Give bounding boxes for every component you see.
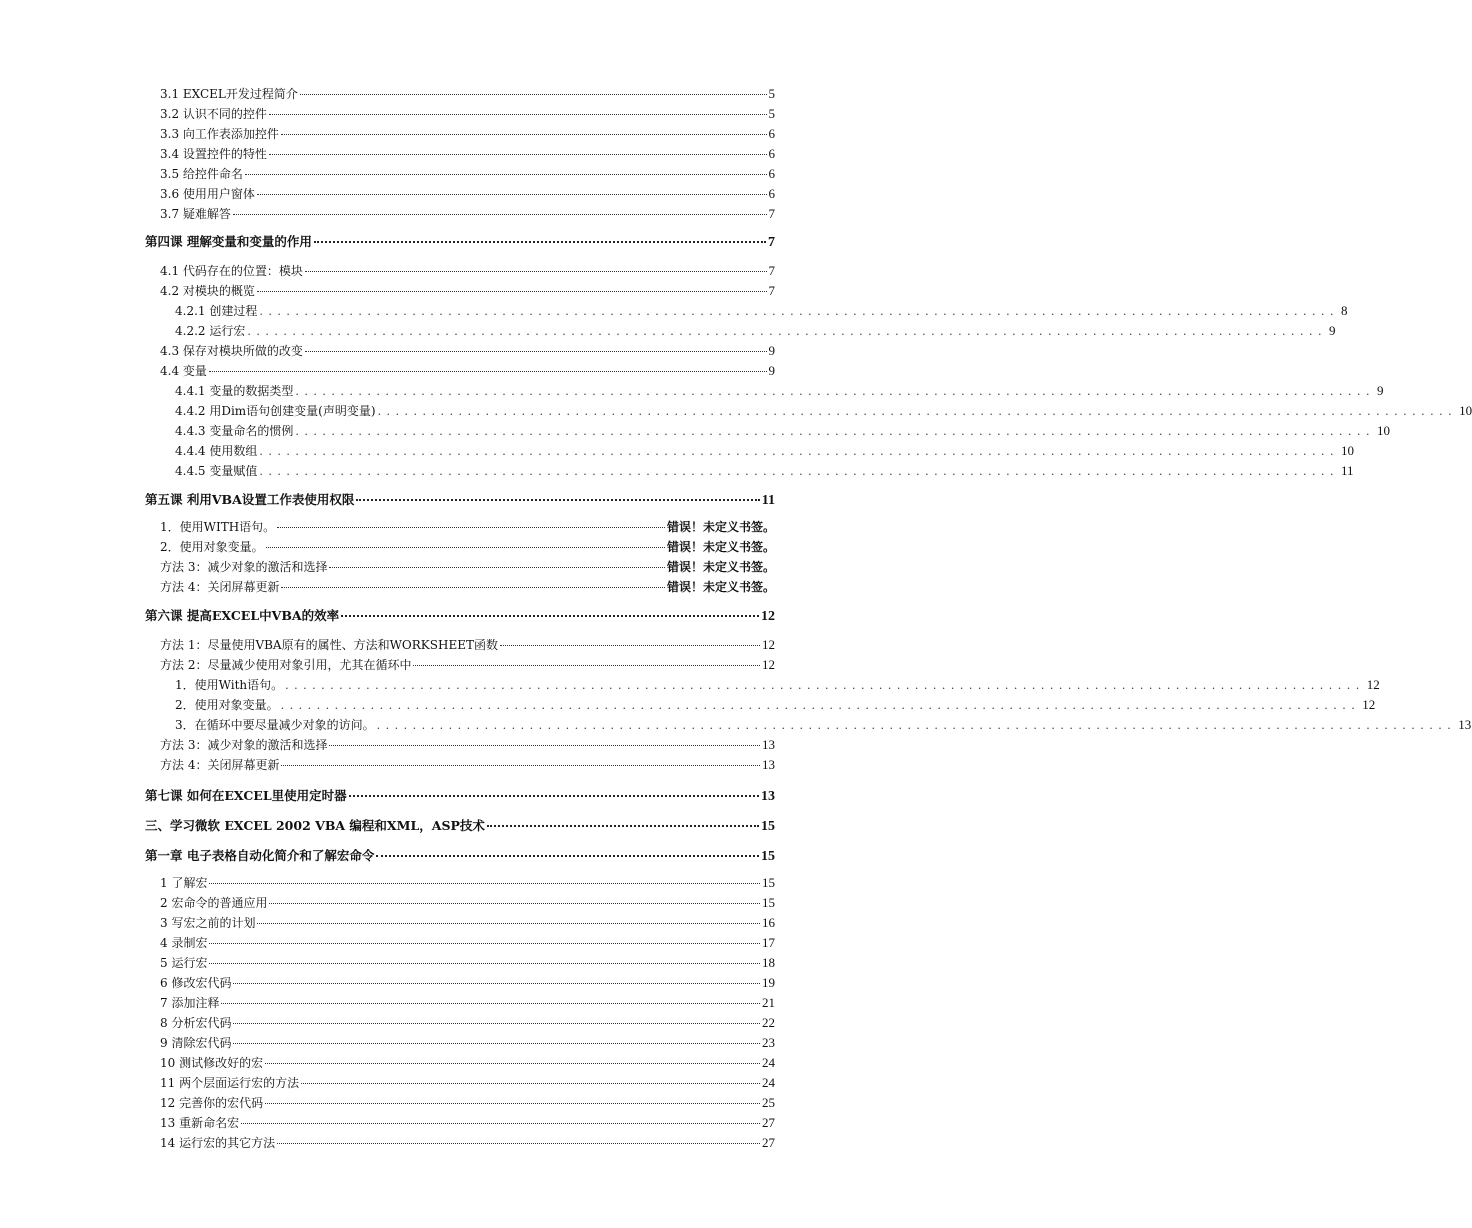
toc-page-number: 9 [1328,323,1336,338]
toc-leader-dots [305,351,767,352]
toc-page-number: 7 [768,283,775,298]
toc-entry[interactable] [175,462,1354,479]
toc-page-number: 22 [762,1015,775,1030]
toc-leader-dots [209,963,760,964]
toc-entry-label: 3 写宏之前的计划 [160,916,256,930]
toc-entry-label: 14 运行宏的其它方法 [160,1136,276,1150]
toc-leader-dots [266,547,665,548]
toc-page-number: 5 [768,86,775,101]
toc-entry-label: 4.1 代码存在的位置：模块 [160,264,303,278]
toc-leader-dots: ........................................................................................................................ [259,465,1339,478]
toc-entry[interactable] [160,125,775,142]
toc-entry[interactable] [160,165,775,182]
toc-entry[interactable] [175,322,1336,339]
toc-page-number: 12 [762,657,775,672]
toc-page-number: 9 [768,343,775,358]
toc-leader-dots [245,174,767,175]
toc-leader-dots [209,943,760,944]
toc-entry[interactable] [160,282,775,299]
toc-entry-label: 13 重新命名宏 [160,1116,240,1130]
toc-entry-label: 方法 3：减少对象的激活和选择 [160,738,328,752]
toc-entry[interactable] [160,874,775,891]
toc-leader-dots [487,825,759,827]
toc-entry-label: 2 宏命令的普通应用 [160,896,268,910]
toc-leader-dots [233,983,760,984]
toc-page-number: 11 [1340,463,1354,478]
toc-entry[interactable] [160,538,775,555]
toc-chapter-entry[interactable] [145,786,775,805]
toc-entry-label: 1 了解宏 [160,876,208,890]
toc-entry[interactable] [160,1114,775,1131]
toc-page-number: 13 [762,737,775,752]
toc-entry[interactable] [160,994,775,1011]
toc-entry[interactable] [175,302,1348,319]
toc-entry-label: 方法 4：关闭屏幕更新 [160,580,280,594]
toc-leader-dots: ........................................................................................................................ [285,679,1365,692]
toc-leader-dots [241,1123,760,1124]
toc-entry[interactable] [160,636,775,653]
toc-page-number: 24 [762,1055,775,1070]
toc-page-number: 10 [1376,423,1390,438]
toc-entry-label: 4.4.2 用Dim语句创建变量(声明变量) [175,404,376,418]
toc-entry[interactable] [175,422,1390,439]
toc-leader-dots [277,1143,760,1144]
toc-leader-dots [329,567,665,568]
toc-leader-dots: ........................................................................................................................ [295,385,1375,398]
toc-entry[interactable] [160,85,775,102]
toc-chapter-entry[interactable] [145,846,775,865]
toc-page-number: 12 [762,637,775,652]
toc-entry-label: 4.3 保存对模块所做的改变 [160,344,303,358]
toc-page-number: 25 [762,1095,775,1110]
toc-leader-dots: ........................................................................................................................ [295,425,1375,438]
toc-entry-label: 8 分析宏代码 [160,1016,232,1030]
toc-entry-label: 方法 1：尽量使用VBA原有的属性、方法和WORKSHEET函数 [160,638,498,652]
toc-page-number: 13 [1458,717,1472,732]
toc-leader-dots: ........................................................................................................................ [376,719,1457,732]
toc-entry-label: 4.4.4 使用数组 [175,444,258,458]
toc-page-number: 5 [768,106,775,121]
toc-leader-dots [269,154,767,155]
toc-leader-dots [257,194,767,195]
toc-entry-label: 3.3 向工作表添加控件 [160,127,279,141]
toc-entry-label: 4.2 对模块的概览 [160,284,255,298]
toc-entry-label: 12 完善你的宏代码 [160,1096,264,1110]
toc-entry-label: 4.4.3 变量命名的惯例 [175,424,294,438]
toc-page-number: 12 [1362,697,1376,712]
toc-entry[interactable] [160,185,775,202]
toc-entry[interactable] [175,696,1376,713]
toc-page-number: 7 [768,235,775,250]
toc-chapter-entry[interactable] [145,816,775,835]
toc-leader-dots [500,645,760,646]
toc-leader-dots [265,1103,760,1104]
toc-page-number: 6 [768,186,775,201]
toc-leader-dots [233,214,767,215]
toc-entry-label: 7 添加注释 [160,996,220,1010]
toc-page-number: 6 [768,146,775,161]
toc-leader-dots: ........................................................................................................................ [259,445,1339,458]
toc-entry[interactable] [160,518,775,535]
toc-leader-dots [209,371,767,372]
toc-page-number: 15 [761,849,775,864]
toc-leader-dots [341,615,759,617]
toc-entry-label: 第四课 理解变量和变量的作用 [145,234,312,249]
toc-entry-label: 3．在循环中要尽量减少对象的访问。 [175,718,375,732]
toc-entry[interactable] [160,1134,775,1151]
toc-entry-label: 11 两个层面运行宏的方法 [160,1076,300,1090]
toc-entry[interactable] [160,954,775,971]
toc-leader-dots [257,291,767,292]
toc-leader-dots [233,1023,760,1024]
toc-page-number: 24 [762,1075,775,1090]
toc-entry-label: 方法 2：尽量减少使用对象引用，尤其在循环中 [160,658,412,672]
toc-entry[interactable] [160,578,775,595]
toc-entry-label: 6 修改宏代码 [160,976,232,990]
toc-leader-dots [413,665,760,666]
toc-entry-label: 4.4.5 变量赋值 [175,464,258,478]
toc-entry[interactable] [160,934,775,951]
toc-page-number: 13 [761,789,775,804]
toc-leader-dots [329,745,760,746]
toc-entry-label: 9 清除宏代码 [160,1036,232,1050]
toc-leader-dots [300,94,767,95]
toc-entry[interactable] [175,402,1472,419]
toc-chapter-entry[interactable] [145,606,775,625]
toc-entry-label: 1．使用With语句。 [175,678,284,692]
toc-entry-label: 2．使用对象变量。 [175,698,279,712]
toc-entry[interactable] [160,105,775,122]
toc-entry[interactable] [160,342,775,359]
toc-leader-dots: ........................................................................................................................ [377,405,1458,418]
toc-entry-label: 3.6 使用用户窗体 [160,187,255,201]
toc-page-number: 16 [762,915,775,930]
toc-leader-dots [281,134,767,135]
toc-leader-dots: ........................................................................................................................ [259,305,1339,318]
toc-leader-dots [221,1003,760,1004]
toc-entry-label: 3.2 认识不同的控件 [160,107,267,121]
toc-entry[interactable] [160,974,775,991]
toc-page-number: 7 [768,206,775,221]
toc-page-number: 13 [762,757,775,772]
toc-entry[interactable] [160,894,775,911]
toc-entry-label: 方法 4：关闭屏幕更新 [160,758,280,772]
toc-page-number: 9 [1376,383,1384,398]
toc-page-number: 8 [1340,303,1348,318]
toc-page-number: 10 [1459,403,1472,418]
toc-leader-dots [265,1063,760,1064]
toc-leader-dots [277,527,665,528]
toc-entry-label: 第七课 如何在EXCEL里使用定时器 [145,788,347,803]
toc-page-number: 6 [768,126,775,141]
toc-chapter-entry[interactable] [145,490,775,509]
toc-entry[interactable] [160,1074,775,1091]
toc-leader-dots [233,1043,760,1044]
toc-entry-label: 第五课 利用VBA设置工作表使用权限 [145,492,355,507]
toc-error-message: 错误！未定义书签。 [666,520,775,534]
toc-entry-label: 3.1 EXCEL开发过程简介 [160,87,298,101]
toc-page-number: 9 [768,363,775,378]
toc-entry-label: 4 录制宏 [160,936,208,950]
toc-entry[interactable] [160,145,775,162]
toc-page-number: 11 [761,493,775,508]
toc-leader-dots [257,923,760,924]
toc-entry[interactable] [160,262,775,279]
toc-leader-dots [281,587,665,588]
toc-entry[interactable] [160,1054,775,1071]
toc-entry-label: 2．使用对象变量。 [160,540,264,554]
toc-entry-label: 1．使用WITH语句。 [160,520,276,534]
toc-entry-label: 三、学习微软 EXCEL 2002 VBA 编程和XML，ASP技术 [145,818,485,833]
toc-entry-label: 3.5 给控件命名 [160,167,243,181]
toc-entry[interactable] [160,205,775,222]
toc-entry[interactable] [160,1094,775,1111]
toc-entry[interactable] [160,656,775,673]
toc-entry-label: 4.4 变量 [160,364,207,378]
toc-leader-dots: ........................................................................................................................ [247,325,1327,338]
toc-entry[interactable] [175,382,1384,399]
toc-entry-label: 第一章 电子表格自动化简介和了解宏命令 [145,848,375,863]
toc-leader-dots [314,241,766,243]
toc-entry[interactable] [160,914,775,931]
toc-leader-dots [269,114,767,115]
toc-leader-dots [376,855,759,857]
toc-page-number: 17 [762,935,775,950]
toc-error-message: 错误！未定义书签。 [666,580,775,594]
toc-page-number: 6 [768,166,775,181]
toc-leader-dots [281,765,760,766]
toc-page-number: 27 [762,1135,775,1150]
toc-entry[interactable] [160,362,775,379]
toc-entry[interactable] [160,756,775,773]
toc-entry[interactable] [175,676,1380,693]
toc-entry-label: 方法 3：减少对象的激活和选择 [160,560,328,574]
toc-page-number: 23 [762,1035,775,1050]
toc-entry-label: 3.7 疑难解答 [160,207,231,221]
toc-entry[interactable] [160,1014,775,1031]
toc-leader-dots: ........................................................................................................................ [280,699,1361,712]
toc-error-message: 错误！未定义书签。 [666,540,775,554]
toc-page-number: 12 [761,609,775,624]
toc-entry-label: 4.4.1 变量的数据类型 [175,384,294,398]
toc-entry-label: 10 测试修改好的宏 [160,1056,264,1070]
toc-leader-dots [269,903,760,904]
toc-page-number: 27 [762,1115,775,1130]
toc-entry[interactable] [160,1034,775,1051]
toc-page-number: 19 [762,975,775,990]
toc-page-number: 18 [762,955,775,970]
toc-leader-dots [349,795,759,797]
toc-page-number: 15 [761,819,775,834]
toc-leader-dots [356,499,759,501]
toc-page-number: 21 [762,995,775,1010]
toc-page-number: 15 [762,875,775,890]
toc-error-message: 错误！未定义书签。 [666,560,775,574]
toc-entry[interactable] [160,736,775,753]
toc-entry[interactable] [175,716,1472,733]
toc-entry-label: 4.2.1 创建过程 [175,304,258,318]
toc-leader-dots [301,1083,760,1084]
toc-chapter-entry[interactable] [145,232,775,251]
toc-entry-label: 3.4 设置控件的特性 [160,147,267,161]
toc-leader-dots [305,271,767,272]
toc-page-number: 10 [1340,443,1354,458]
toc-page-number: 7 [768,263,775,278]
toc-entry[interactable] [175,442,1354,459]
toc-entry-label: 第六课 提高EXCEL中VBA的效率 [145,608,340,623]
toc-page-number: 15 [762,895,775,910]
toc-leader-dots [209,883,760,884]
toc-entry[interactable] [160,558,775,575]
toc-entry-label: 4.2.2 运行宏 [175,324,246,338]
toc-entry-label: 5 运行宏 [160,956,208,970]
toc-page-number: 12 [1366,677,1380,692]
